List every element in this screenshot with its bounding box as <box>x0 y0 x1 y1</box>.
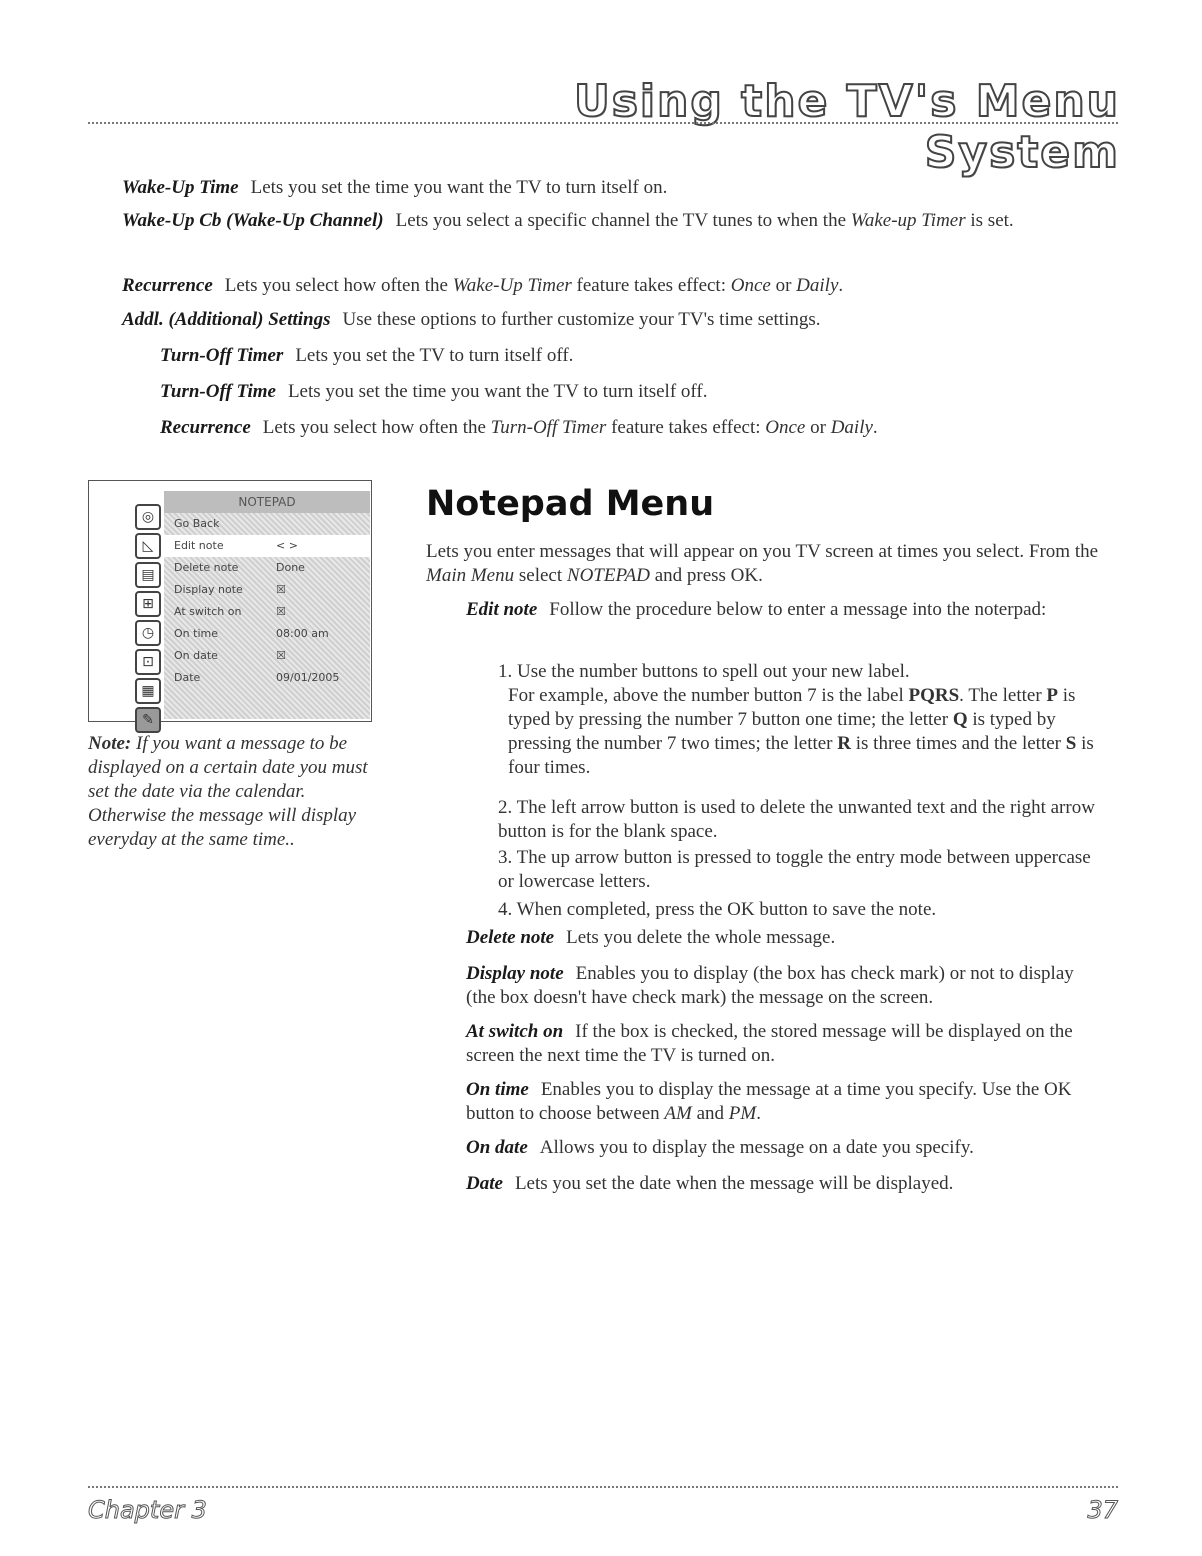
term: Wake-Up Time <box>122 177 239 198</box>
definition-text: Lets you select how often the <box>224 275 453 296</box>
menu-item-display-note <box>164 579 370 601</box>
edit-note-item <box>466 598 1106 622</box>
section-intro <box>426 540 1116 588</box>
time-icon: ◷ <box>135 620 161 646</box>
channel-icon: ⊞ <box>135 591 161 617</box>
item-text: Follow the procedure below to enter a message into the noterpad: <box>549 599 1047 620</box>
page-number: 37 <box>1087 1496 1118 1524</box>
definition-emphasis: Daily <box>796 275 839 296</box>
item-text: . <box>756 1103 761 1124</box>
section-title: Notepad Menu <box>426 484 715 524</box>
intro-emphasis: NOTEPAD <box>566 565 650 586</box>
definition-emphasis: Wake-Up Timer <box>452 275 572 296</box>
menu-item-value: 08:00 am <box>276 627 329 640</box>
term: Delete note <box>466 927 555 948</box>
intro-emphasis: Main Menu <box>426 565 515 586</box>
menu-item-edit-note <box>164 535 370 557</box>
definition-text: . <box>838 275 844 296</box>
side-note <box>88 732 378 852</box>
step-text: . The letter <box>959 685 1047 706</box>
definition-text: feature takes effect: <box>606 417 766 438</box>
step-1-line: 1. Use the number buttons to spell out your new label. <box>498 661 910 682</box>
menu-item-label: Edit note <box>174 539 224 552</box>
definition-recurrence-off <box>160 416 1110 440</box>
item-emphasis: PM <box>728 1103 757 1124</box>
page-title: Using the TV's Menu System <box>574 76 1120 178</box>
item-text: and <box>691 1103 729 1124</box>
step-key: S <box>1065 733 1077 754</box>
menu-header: NOTEPAD <box>164 491 370 513</box>
item-text: Lets you delete the whole message. <box>566 927 836 948</box>
menu-item-label: At switch on <box>174 605 242 618</box>
footer-rule <box>88 1486 1118 1488</box>
step-text: is four times. <box>508 733 1094 778</box>
setup-icon: ▦ <box>135 678 161 704</box>
intro-text: Lets you enter messages that will appear on you TV screen at times you select. From the <box>426 541 1099 562</box>
menu-item-on-time <box>164 623 370 645</box>
step-text: is typed by pressing the number 7 button one time; the letter <box>508 685 1076 730</box>
term: Display note <box>466 963 564 984</box>
menu-item-value: 09/01/2005 <box>276 671 340 684</box>
menu-item-value: < > <box>276 539 298 552</box>
item-text: Enables you to display (the box has check mark) or not to display (the box doesn't have check mark) the message on the screen. <box>466 963 1074 1008</box>
menu-item-value: ☒ <box>276 649 286 662</box>
on-date-item <box>466 1136 1106 1160</box>
definition-emphasis: Wake-up Timer <box>850 210 966 231</box>
definition-wake-up-time <box>122 176 1112 200</box>
definition-text: Lets you set the time you want the TV to turn itself off. <box>287 381 708 402</box>
definition-wake-up-channel <box>122 209 1112 233</box>
menu-item-label: On time <box>174 627 218 640</box>
definition-emphasis: Daily <box>830 417 873 438</box>
term: Recurrence <box>160 417 251 438</box>
on-time-item <box>466 1078 1106 1126</box>
menu-item-delete-note <box>164 557 370 579</box>
menu-item-at-switch-on <box>164 601 370 623</box>
item-text: Allows you to display the message on a date you specify. <box>539 1137 974 1158</box>
intro-text: select <box>514 565 567 586</box>
step-1 <box>498 660 1108 780</box>
definition-emphasis: Once <box>765 417 806 438</box>
definition-emphasis: Once <box>730 275 771 296</box>
definition-turn-off-time <box>160 380 1110 404</box>
menu-icon-column <box>89 501 157 728</box>
definition-text: Lets you set the TV to turn itself off. <box>295 345 574 366</box>
definition-text: or <box>770 275 797 296</box>
delete-note-item <box>466 926 1106 950</box>
menu-item-value: Done <box>276 561 305 574</box>
menu-item-label: On date <box>174 649 218 662</box>
definition-text: Lets you select a specific channel the TV tunes to when the <box>395 210 851 231</box>
step-key: P <box>1046 685 1059 706</box>
term: On date <box>466 1137 528 1158</box>
definition-text: is set. <box>965 210 1014 231</box>
step-2: 2. The left arrow button is used to delete the unwanted text and the right arrow button is for the blank space. <box>498 797 1095 842</box>
definition-turn-off-timer <box>160 344 1110 368</box>
at-switch-on-item <box>466 1020 1106 1068</box>
display-note-item <box>466 962 1106 1010</box>
item-text: If the box is checked, the stored message will be displayed on the screen the next time the TV is turned on. <box>466 1021 1073 1066</box>
definition-text: feature takes effect: <box>571 275 731 296</box>
date-item <box>466 1172 1106 1196</box>
item-text: Lets you set the date when the message will be displayed. <box>514 1173 954 1194</box>
menu-item-label: Display note <box>174 583 243 596</box>
term: On time <box>466 1079 529 1100</box>
term: Wake-Up Cb (Wake-Up Channel) <box>122 210 384 231</box>
notepad-menu-screenshot <box>88 480 372 728</box>
step-text: is typed by pressing the number 7 two times; the letter <box>508 709 1056 754</box>
intro-text: and press OK. <box>649 565 763 586</box>
parental-icon: ⊡ <box>135 649 161 675</box>
definition-text: . <box>872 417 878 438</box>
disc-icon: ◎ <box>135 504 161 530</box>
audio-icon: ▤ <box>135 562 161 588</box>
step-text: For example, above the number button 7 is the label <box>508 685 909 706</box>
menu-item-label: Delete note <box>174 561 239 574</box>
term: At switch on <box>466 1021 564 1042</box>
definition-text: Use these options to further customize your TV's time settings. <box>342 309 821 330</box>
term: Date <box>466 1173 503 1194</box>
definition-additional-settings <box>122 308 1112 332</box>
step-key: R <box>837 733 851 754</box>
term: Recurrence <box>122 275 213 296</box>
menu-item-label: Go Back <box>174 517 220 530</box>
definition-emphasis: Turn-Off Timer <box>490 417 607 438</box>
menu-item-date <box>164 667 370 689</box>
menu-item-go-back <box>164 513 370 535</box>
menu-item-value: ☒ <box>276 583 286 596</box>
step-1-example <box>498 684 1108 780</box>
definition-text: Lets you set the time you want the TV to turn itself on. <box>250 177 668 198</box>
menu-item-value: ☒ <box>276 605 286 618</box>
step-text: is three times and the letter <box>851 733 1066 754</box>
definition-text: Lets you select how often the <box>262 417 491 438</box>
menu-item-on-date <box>164 645 370 667</box>
chapter-label: Chapter 3 <box>88 1496 207 1524</box>
step-4: 4. When completed, press the OK button to save the note. <box>498 899 937 920</box>
term: Turn-Off Timer <box>160 345 284 366</box>
side-note-label: Note: <box>88 733 132 754</box>
definition-text: or <box>805 417 831 438</box>
step-key: PQRS <box>908 685 960 706</box>
term: Edit note <box>466 599 538 620</box>
term: Addl. (Additional) Settings <box>122 309 331 330</box>
term: Turn-Off Time <box>160 381 276 402</box>
step-key: Q <box>952 709 968 730</box>
menu-panel <box>164 491 370 719</box>
item-text: Enables you to display the message at a time you specify. Use the OK button to choose between <box>466 1079 1072 1124</box>
side-note-text: If you want a message to be displayed on a certain date you must set the date via the calendar. Otherwise the message will display everyday at the same time.. <box>88 733 368 850</box>
picture-icon: ◺ <box>135 533 161 559</box>
notepad-icon: ✎ <box>135 707 161 733</box>
step-3: 3. The up arrow button is pressed to toggle the entry mode between uppercase or lowercase letters. <box>498 847 1091 892</box>
item-emphasis: AM <box>664 1103 692 1124</box>
title-rule <box>88 122 1118 124</box>
definition-recurrence-wake <box>122 274 1112 298</box>
menu-item-label: Date <box>174 671 201 684</box>
